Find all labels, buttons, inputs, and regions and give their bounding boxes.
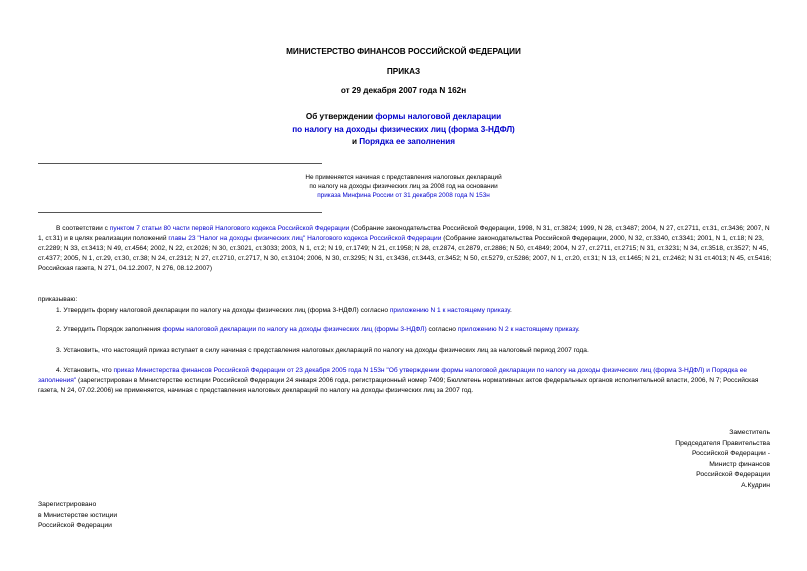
preamble-text-1: В соответствии с — [56, 225, 110, 232]
registration-block — [38, 500, 117, 532]
preamble-paragraph — [38, 224, 774, 274]
signature-block — [675, 428, 770, 491]
item-4 — [38, 366, 774, 396]
item-4-text-1: 4. Установить, что — [56, 367, 114, 374]
document-title — [0, 111, 807, 149]
item-3: 3. Установить, что настоящий приказ вступает в силу начиная с представления налоговых деклараций по налогу на доходы физических лиц за налоговый период 2007 года. — [56, 347, 589, 354]
ministry-heading: МИНИСТЕРСТВО ФИНАНСОВ РОССИЙСКОЙ ФЕДЕРАЦИИ — [286, 47, 521, 56]
doc-type-heading: ПРИКАЗ — [386, 67, 421, 76]
item-1 — [38, 306, 774, 316]
preamble-text-3: (Собрание законодательства Российской Федерации, 2000, N 32, ст.3340, ст.3341; 2001, N 1, ст.18; N 23, ст.2289; N 33, ст.3413; N 49, ст.4564; 2002, N 22, ст.2026; N 30, ст.3021, ст.3033; 2003, N 1, ст.2; N 19, ст.1749; N 21, ст.1958; N 28, ст.2874, ст.2879, ст.2886; N 50, ст.4849; 2004, N 27, ст.2711, ст.2715; N 31, ст.3231; N 34, ст.3518, ст.3527; N 45, ст.4377; 2005, N 1, ст.29, ст.30, ст.38; N 24, ст.2312; N 27, ст.2710, ст.2717, N 30, ст.3104; 2006, N 30, ст.3295; N 31, ст.3436, ст.3443, ст.3452; N 50, ст.5279, ст.5286; 2007, N 1, ст.20, ст.31; N 13, ст.1465; N 21, ст.2462; N 31 ст.4013; N 45, ст.5416; Российская газета, N 271, 04.12.2007, N 276, 08.12.2007) — [38, 235, 772, 272]
doc-date-number: от 29 декабря 2007 года N 162н — [340, 86, 467, 95]
signature-line-1: Заместитель — [729, 429, 770, 436]
item-2-text-1: 2. Утвердить Порядок заполнения — [56, 326, 163, 333]
preamble-link-chapter-23[interactable]: главы 23 "Налог на доходы физических лиц" Налогового кодекса Российской Федерации — [168, 235, 442, 242]
preamble-text-2: (Собрание законодательства Российской Федерации, 1998, N 31, ст.3824; 1999, N 28, ст.3487; 2004, N 27, ст.2711, ст.31, ст.3436; 2007, N 1, ст.31) и в целях реализации положений — [38, 225, 770, 242]
title-and: и — [351, 137, 360, 146]
signature-line-3: Российской Федерации - — [691, 450, 770, 457]
signature-line-2: Председателя Правительства — [675, 439, 770, 447]
item-1-end: . — [509, 307, 512, 314]
item-1-text: 1. Утвердить форму налоговой декларации по налогу на доходы физических лиц (форма 3-НДФЛ) согласно — [56, 307, 390, 314]
order-word: приказываю: — [38, 296, 78, 303]
item-2 — [38, 325, 774, 335]
registration-line-3: Российской Федерации — [38, 522, 112, 529]
item-2-link-appendix[interactable]: приложению N 2 к настоящему приказу — [457, 326, 578, 333]
preamble-link-tax-code[interactable]: пунктом 7 статьи 80 части первой Налогового кодекса Российской Федерации — [109, 225, 350, 232]
signature-name: А.Кудрин — [741, 481, 770, 489]
title-link-ndfl[interactable]: по налогу на доходы физических лиц (форма 3-НДФЛ) — [292, 124, 515, 134]
item-4-text-2: (зарегистрирован в Министерстве юстиции Российской Федерации 24 января 2006 года, регистрационный номер 7409; Бюллетень нормативных актов федеральных органов исполнительной власти, 2006, N 7; Российская газета, N 24, 07.02.2006) не применяется, начиная с представления налоговых деклараций по налогу на доходы физических лиц за 2007 год. — [38, 377, 759, 394]
notice-block — [200, 173, 607, 200]
title-link-procedure[interactable]: Порядка ее заполнения — [359, 137, 456, 146]
registration-line-1: Зарегистрировано — [38, 501, 97, 508]
item-2-text-2: согласно — [426, 326, 458, 333]
divider-top — [38, 163, 322, 164]
item-2-link-form[interactable]: формы налоговой декларации по налогу на доходы физических лиц (формы 3-НДФЛ) — [162, 326, 427, 333]
title-prefix: Об утверждении — [305, 112, 376, 121]
signature-line-4: Министр финансов — [709, 460, 770, 468]
item-4-link-order[interactable]: приказ Министерства финансов Российской Федерации от 23 декабря 2005 года N 153н "Об утверждении формы налоговой декларации по налогу на доходы физических лиц (форма 3-НДФЛ) и Порядка ее заполнения" — [38, 367, 748, 384]
item-2-end: . — [577, 326, 580, 333]
registration-line-2: в Министерстве юстиции — [38, 511, 118, 519]
notice-line-1: Не применяется начиная с представления налоговых деклараций — [305, 174, 502, 181]
notice-line-2: по налогу на доходы физических лиц за 2008 год на основании — [309, 183, 498, 190]
item-1-link[interactable]: приложению N 1 к настоящему приказу — [389, 307, 510, 314]
notice-link[interactable]: приказа Минфина России от 31 декабря 2008 года N 153н — [317, 192, 490, 199]
title-link-form[interactable]: формы налоговой декларации — [375, 112, 502, 121]
divider-bottom — [38, 212, 322, 213]
signature-line-5: Российской Федерации — [696, 471, 770, 478]
